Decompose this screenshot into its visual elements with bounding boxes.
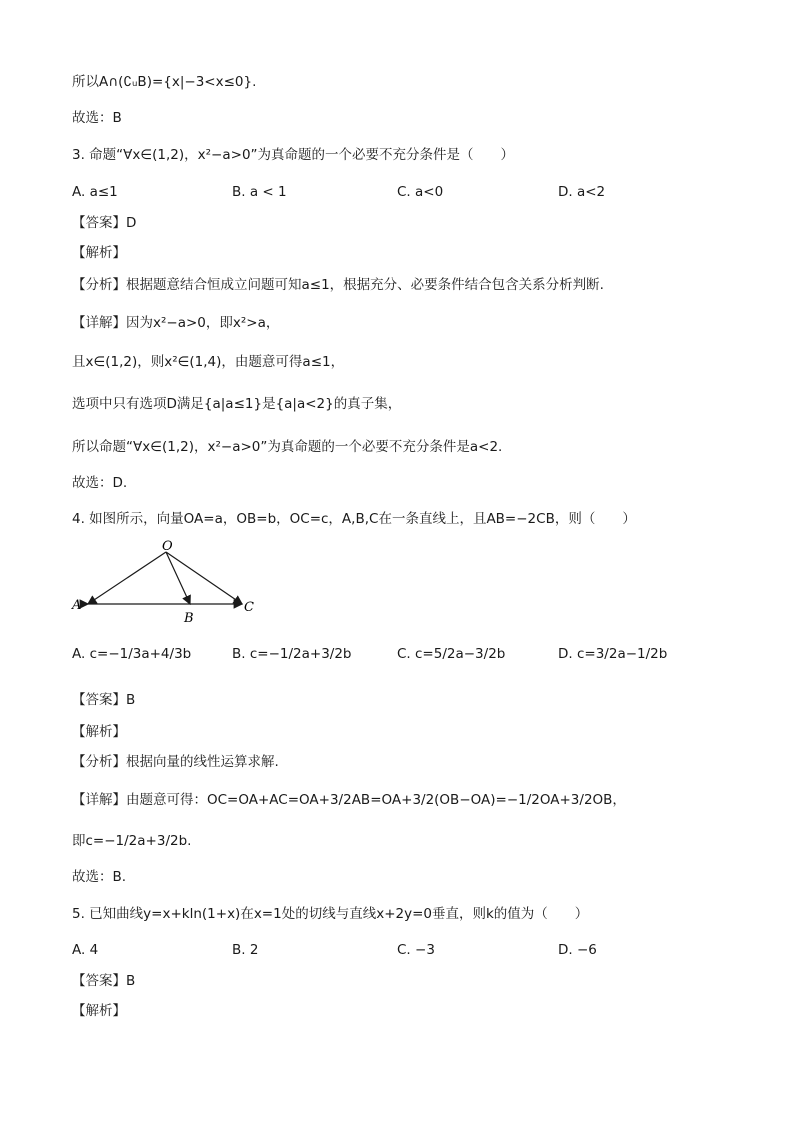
option-c: C. a<0 xyxy=(397,184,444,200)
question-4: 4. 如图所示，向量OA=a，OB=b，OC=c，A,B,C在一条直线上，且AB=−2CB，则（ ） xyxy=(72,511,636,527)
option-c: C. c=5/2a−3/2b xyxy=(397,646,506,662)
text-line: 选项中只有选项D满足{a|a≤1}是{a|a<2}的真子集， xyxy=(72,396,402,412)
detail-text: 【详解】由题意可得：OC=OA+AC=OA+3/2AB=OA+3/2(OB−OA)=−1/2OA+3/2OB， xyxy=(72,792,626,808)
analysis-text: 【分析】根据题意结合恒成立问题可知a≤1，根据充分、必要条件结合包含关系分析判断. xyxy=(72,277,604,293)
option-a: A. c=−1/3a+4/3b xyxy=(72,646,192,662)
analysis-label: 【解析】 xyxy=(72,1003,126,1019)
question-5: 5. 已知曲线y=x+kln(1+x)在x=1处的切线与直线x+2y=0垂直，则k的值为（ ） xyxy=(72,906,589,922)
answer-label: 【答案】B xyxy=(72,692,136,708)
analysis-label: 【解析】 xyxy=(72,245,126,261)
label-b: B xyxy=(184,611,194,626)
text-line: 所以命题“∀x∈(1,2)，x²−a>0”为真命题的一个必要不充分条件是a<2. xyxy=(72,439,503,455)
option-d: D. a<2 xyxy=(558,184,606,200)
option-d: D. −6 xyxy=(558,942,597,958)
text-line: 即c=−1/2a+3/2b. xyxy=(72,833,192,849)
answer-label: 【答案】B xyxy=(72,973,136,989)
option-b: B. c=−1/2a+3/2b xyxy=(232,646,352,662)
text-line: 故选：B. xyxy=(72,869,127,885)
option-a: A. a≤1 xyxy=(72,184,118,200)
label-c: C xyxy=(244,600,254,615)
option-b: B. 2 xyxy=(232,942,259,958)
text-line: 且x∈(1,2)，则x²∈(1,4)，由题意可得a≤1， xyxy=(72,354,345,370)
option-b: B. a < 1 xyxy=(232,184,287,200)
option-d: D. c=3/2a−1/2b xyxy=(558,646,668,662)
vector-figure xyxy=(66,538,266,628)
question-3: 3. 命题“∀x∈(1,2)，x²−a>0”为真命题的一个必要不充分条件是（ ） xyxy=(72,147,515,163)
label-o: O xyxy=(162,539,173,554)
option-c: C. −3 xyxy=(397,942,435,958)
detail-text: 【详解】因为x²−a>0，即x²>a， xyxy=(72,315,280,331)
text-line: 所以A∩(∁ᵤB)={x|−3<x≤0}. xyxy=(72,74,257,90)
analysis-text: 【分析】根据向量的线性运算求解. xyxy=(72,754,279,770)
analysis-label: 【解析】 xyxy=(72,724,126,740)
label-a: A xyxy=(72,598,82,613)
text-line: 故选：B xyxy=(72,110,122,126)
answer-label: 【答案】D xyxy=(72,215,137,231)
option-a: A. 4 xyxy=(72,942,99,958)
text-line: 故选：D. xyxy=(72,475,128,491)
